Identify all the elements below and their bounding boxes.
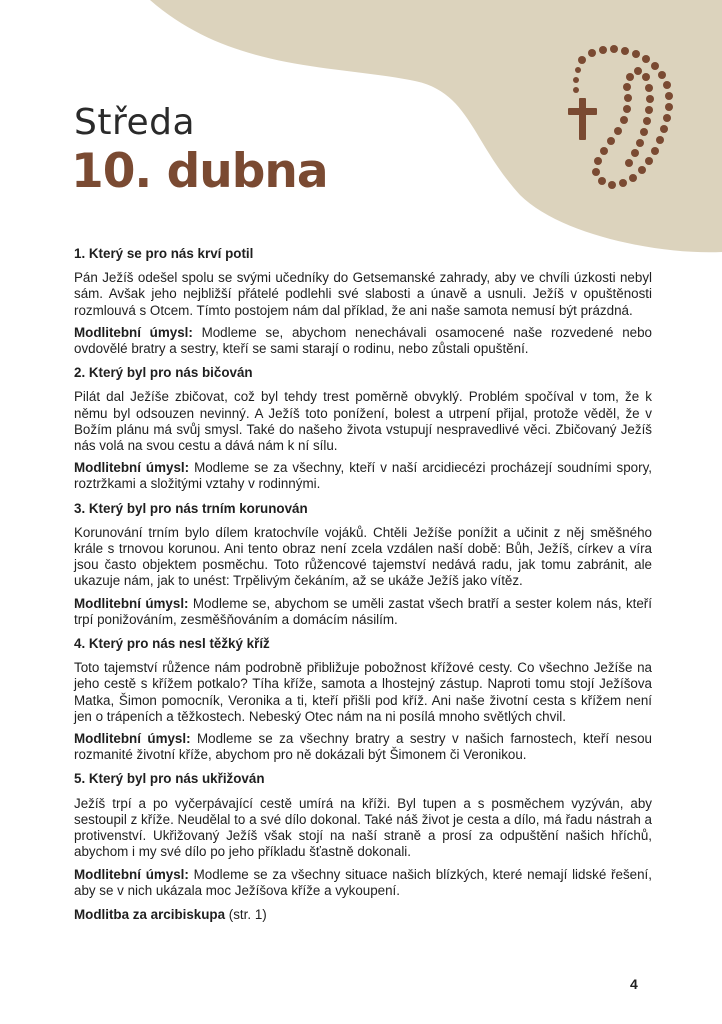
mystery-section-4 [74, 636, 652, 763]
rosary-icon [560, 40, 690, 200]
mystery-heading: 5. Který byl pro nás ukřižován [74, 771, 265, 787]
prayer-intention [74, 325, 652, 357]
mystery-section-5 [74, 771, 652, 898]
intention-text: Modleme se za všechny, kteří v naší arcidiecézi procházejí soudními spory, roztržkami a složitými vztahy v rodinnými. [74, 460, 652, 492]
intention-text: Modleme se, abychom se uměli zastat všech bratří a sester kolem nás, kteří trpí ponižováním, zesměšňováním a domácím násilím. [74, 595, 652, 627]
intention-text: Modleme se za všechny bratry a sestry v našich farnostech, kteří nesou rozmanité životní kříže, abychom pro ně dokázali být Šimonem či Veronikou. [74, 731, 652, 763]
closing-prayer-label: Modlitba za arcibiskupa [74, 906, 226, 922]
mystery-section-1 [74, 246, 652, 357]
intention-label: Modlitební úmysl: [74, 866, 189, 882]
mystery-text: Pilát dal Ježíše zbičovat, což byl tehdy trest poměrně obvyklý. Problém spočíval v tom, že k němu byl odsouzen nevinný. A Ježíš toto ponížení, bolest a utrpení přijal, protože věděl, že v Božím plánu má svůj smysl. Také do našeho života vstupují nespravedlivé věci. Zbičovaný Ježíš nás volá na svou cestu a dává nám k ní sílu. [74, 389, 652, 454]
mystery-heading: 3. Který byl pro nás trním korunován [74, 500, 308, 516]
intention-text: Modleme se za všechny situace našich blízkých, které nemají lidské řešení, aby se v nich ukázala moc Ježíšova kříže a vykoupení. [74, 866, 652, 898]
mysteries-content [74, 246, 652, 923]
mystery-text: Korunování trním bylo dílem kratochvíle vojáků. Chtěli Ježíše ponížit a učinit z něj směšného krále s trnovou korunou. Ani tento obraz není zcela vzdálen naší době: Bůh, Ježíš, církev a víra jsou často objektem posměchu. Toto růžencové tajemství nedává radu, jak tomu zabránit, ale ukazuje nám, jak to unést: Trpělivým čekáním, až se ukáže Ježíš jako vítěz. [74, 524, 652, 589]
intention-label: Modlitební úmysl: [74, 324, 193, 340]
closing-prayer-ref: (str. 1) [225, 906, 267, 922]
closing-prayer [74, 907, 652, 923]
intention-label: Modlitební úmysl: [74, 460, 190, 476]
mystery-text: Pán Ježíš odešel spolu se svými učedníky do Getsemanské zahrady, aby ve chvíli úzkosti nebyl sám. Avšak jeho nejbližší přátelé podlehli své slabosti a únavě a usnuli. Ježíš v opuštěnosti rozmlouvá s Otcem. Tímto postojem nám dal příklad, že ani naše samota nemusí být prázdná. [74, 270, 652, 318]
mystery-text: Toto tajemství růžence nám podrobně přibližuje pobožnost křížové cesty. Co všechno Ježíše na jeho cestě s křížem potkalo? Tíha kříže, samota a lhostejný zástup. Naproti tomu stojí Ježíšova Matka, Šimon pomocník, Veronika a ti, kteří přišli pod kříž. Ani naše životní cesta s křížem není jen o trápeních a těžkostech. Nebeský Otec nám na ni posílá mnoho světlých chvil. [74, 660, 652, 724]
mystery-section-3 [74, 501, 652, 628]
page-title-date: 10. dubna [71, 144, 328, 199]
mystery-heading: 4. Který pro nás nesl těžký kříž [74, 636, 270, 652]
prayer-intention [74, 867, 652, 899]
mystery-heading: 2. Který byl pro nás bičován [74, 365, 253, 381]
prayer-intention [74, 596, 652, 628]
page-number: 4 [630, 976, 638, 992]
mystery-section-2 [74, 365, 652, 492]
intention-label: Modlitební úmysl: [74, 731, 191, 747]
prayer-intention [74, 460, 652, 492]
mystery-text: Ježíš trpí a po vyčerpávající cestě umírá na kříži. Byl tupen a s posměchem vyzýván, aby sestoupil z kříže. Neudělal to a své dílo dokonal. Také náš život je cesta a dílo, má řadu nástrah a protivenství. Ukřižovaný Ježíš však stojí na naší straně a prosí za odpuštění našich hříchů, abychom i my své dílo po jeho příkladu šťastně dokonali. [74, 795, 652, 860]
page-title-day: Středa [74, 102, 196, 143]
intention-text: Modleme se, abychom nenechávali osamocené naše rozvedené nebo ovdovělé bratry a sestry, kteří se sami starají o rodinu, nebo zůstali opuštění. [74, 324, 653, 357]
intention-label: Modlitební úmysl: [74, 595, 189, 611]
mystery-heading: 1. Který se pro nás krví potil [74, 246, 254, 261]
prayer-intention [74, 731, 652, 763]
